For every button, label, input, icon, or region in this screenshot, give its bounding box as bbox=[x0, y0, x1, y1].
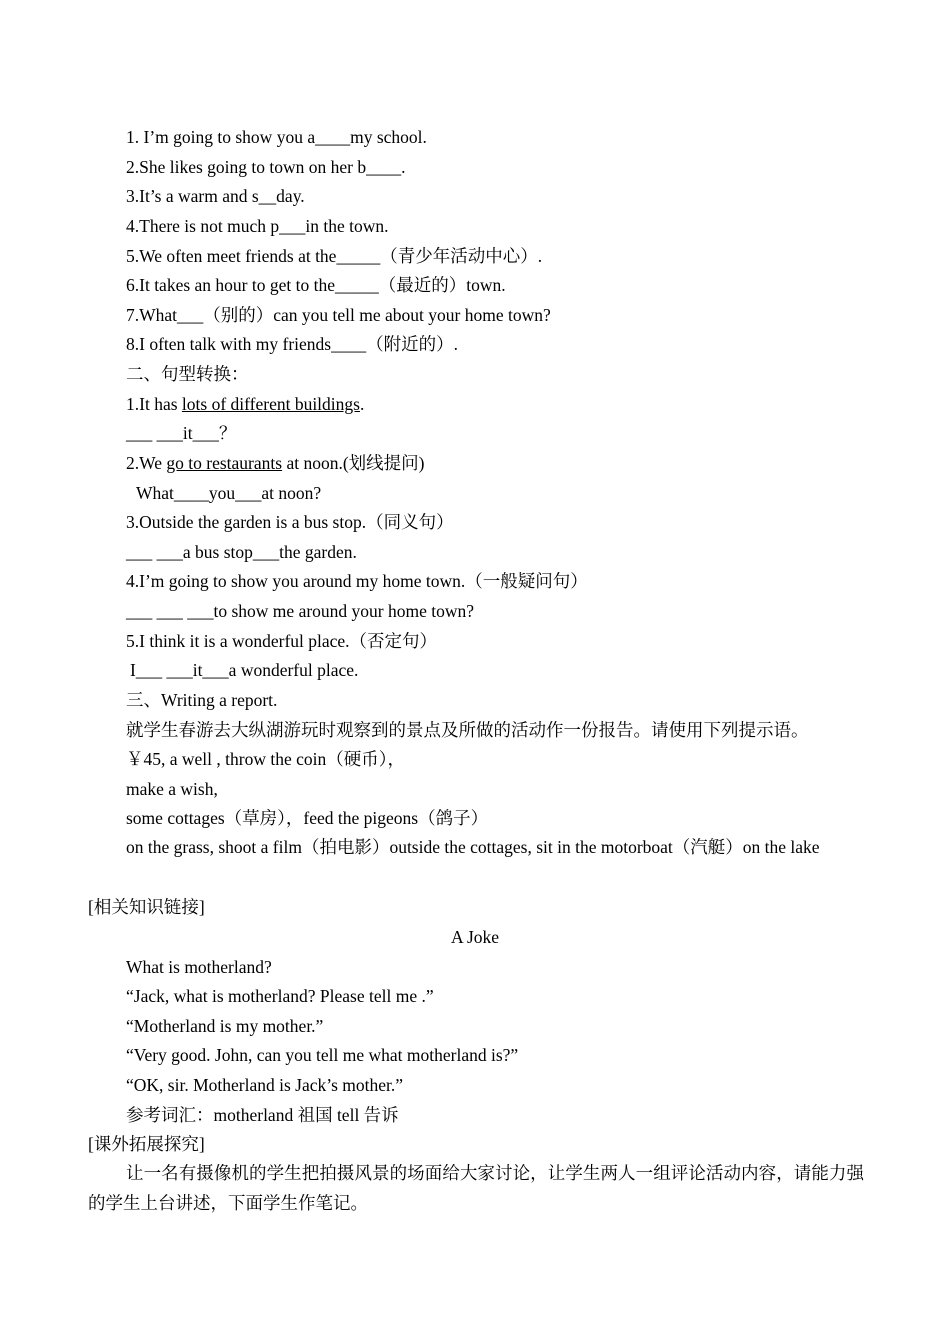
transform-question-4: 4.I’m going to show you around my home town.（一般疑问句） bbox=[126, 571, 588, 591]
transform-question-3: 3.Outside the garden is a bus stop.（同义句） bbox=[126, 512, 454, 532]
q2-underlined: go to restaurants bbox=[166, 453, 283, 473]
transform-question-2 bbox=[126, 452, 424, 474]
writing-hint-3: some cottages（草房），feed the pigeons（鸽子） bbox=[126, 808, 489, 828]
fill-blank-8: 8.I often talk with my friends____（附近的）. bbox=[126, 334, 458, 354]
joke-line-4: “Very good. John, can you tell me what motherland is?” bbox=[126, 1045, 519, 1065]
joke-line-1: What is motherland? bbox=[126, 957, 272, 977]
section2-heading: 二、句型转换： bbox=[126, 364, 249, 384]
fill-blank-7: 7.What___（别的）can you tell me about your home town? bbox=[126, 305, 551, 325]
fill-blank-5: 5.We often meet friends at the_____（青少年活动中心）. bbox=[126, 246, 543, 266]
transform-answer-3: ___ ___a bus stop___the garden. bbox=[126, 542, 357, 562]
q1-text-end: . bbox=[359, 394, 365, 414]
vocabulary-reference: 参考词汇：motherland 祖国 tell 告诉 bbox=[126, 1105, 399, 1125]
q1-underlined: lots of different buildings bbox=[181, 394, 360, 414]
joke-line-5: “OK, sir. Motherland is Jack’s mother.” bbox=[126, 1075, 404, 1095]
q2-text-end: at noon.(划线提问) bbox=[282, 453, 425, 473]
fill-blank-1: 1. I’m going to show you a____my school. bbox=[126, 127, 427, 147]
transform-answer-2: What____you___at noon? bbox=[136, 483, 322, 503]
writing-hint-1: ￥45, a well , throw the coin（硬币）， bbox=[126, 749, 405, 769]
transform-answer-5: I___ ___it___a wonderful place. bbox=[130, 660, 359, 680]
fill-blank-4: 4.There is not much p___in the town. bbox=[126, 216, 389, 236]
section3-heading: 三、Writing a report. bbox=[126, 690, 278, 710]
fill-blank-6: 6.It takes an hour to get to the_____（最近的）town. bbox=[126, 275, 506, 295]
q2-text: 2.We bbox=[126, 453, 167, 473]
transform-answer-4: ___ ___ ___to show me around your home town? bbox=[126, 601, 475, 621]
transform-question-5: 5.I think it is a wonderful place.（否定句） bbox=[126, 631, 438, 651]
fill-blank-2: 2.She likes going to town on her b____. bbox=[126, 157, 406, 177]
writing-hint-2: make a wish, bbox=[126, 779, 218, 799]
joke-title: A Joke bbox=[450, 927, 500, 947]
writing-instruction: 就学生春游去大纵湖游玩时观察到的景点及所做的活动作一份报告。请使用下列提示语。 bbox=[126, 720, 809, 740]
knowledge-heading: [相关知识链接] bbox=[88, 897, 205, 917]
q1-text: 1.It has bbox=[126, 394, 182, 414]
extension-text: 让一名有摄像机的学生把拍摄风景的场面给大家讨论，让学生两人一组评论活动内容，请能力强的学生上台讲述，下面学生作笔记。 bbox=[88, 1163, 864, 1213]
fill-blank-3: 3.It’s a warm and s__day. bbox=[126, 186, 305, 206]
joke-line-2: “Jack, what is motherland? Please tell me .” bbox=[126, 986, 434, 1006]
transform-answer-1: ___ ___it___？ bbox=[126, 423, 237, 443]
extension-heading: [课外拓展探究] bbox=[88, 1134, 205, 1154]
transform-question-1 bbox=[126, 393, 364, 415]
joke-line-3: “Motherland is my mother.” bbox=[126, 1016, 324, 1036]
writing-hint-4: on the grass, shoot a film（拍电影）outside the cottages, sit in the motorboat（汽艇）on the lake bbox=[126, 837, 820, 857]
